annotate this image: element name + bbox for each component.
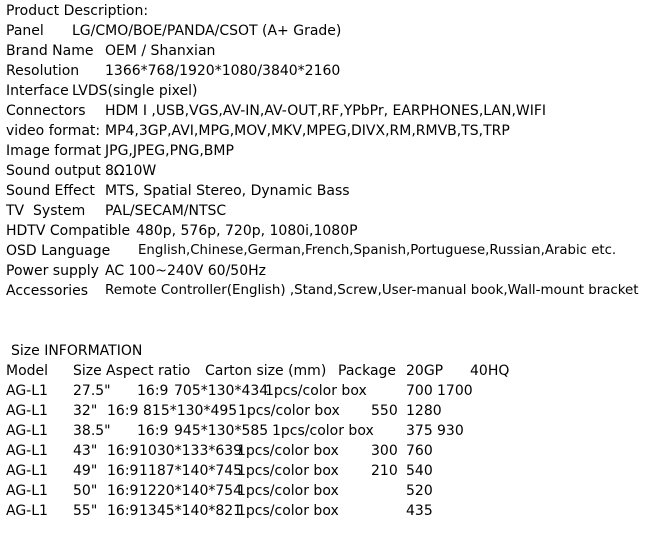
cell-40hq: 540: [406, 463, 433, 479]
spec-label: Connectors: [6, 103, 86, 119]
cell-aspect: 16:9: [137, 383, 169, 399]
header-carton-size: Carton size (mm): [205, 363, 327, 379]
cell-model: AG-L1: [6, 383, 48, 399]
spec-value: PAL/SECAM/NTSC: [105, 203, 227, 219]
spec-row-accessories: [6, 281, 639, 301]
cell-size: 55": [73, 503, 98, 519]
header-40hq: 40HQ: [470, 363, 510, 379]
cell-20gp: 550: [371, 403, 398, 419]
cell-40hq: 930: [437, 423, 464, 439]
spec-label: Interface: [6, 83, 69, 99]
header-size: Size: [73, 363, 102, 379]
cell-model: AG-L1: [6, 403, 48, 419]
spec-row-connectors: [6, 101, 547, 121]
cell-carton: 1187*140*745: [139, 463, 243, 479]
header-package: Package: [338, 363, 397, 379]
cell-40hq: 520: [406, 483, 433, 499]
spec-row-tv-system: [6, 201, 227, 221]
cell-package: 1pcs/color box: [237, 503, 339, 519]
spec-value: AC 100~240V 60/50Hz: [105, 263, 266, 279]
spec-row-resolution: [6, 61, 341, 81]
spec-row-power-supply: [6, 261, 266, 281]
cell-size: 49": [73, 463, 98, 479]
spec-label: OSD Language: [6, 243, 111, 259]
spec-value: 1366*768/1920*1080/3840*2160: [105, 63, 341, 79]
spec-label: video format:: [6, 123, 101, 139]
spec-label: Sound output: [6, 163, 101, 179]
cell-40hq: 1280: [406, 403, 442, 419]
spec-label: Brand Name: [6, 43, 94, 59]
cell-size: 27.5": [73, 383, 111, 399]
spec-row-hdtv-compatible: [6, 221, 358, 241]
cell-model: AG-L1: [6, 483, 48, 499]
cell-size: 38.5": [73, 423, 111, 439]
spec-value: Remote Controller(English) ,Stand,Screw,User-manual book,Wall-mount bracket: [105, 283, 639, 298]
spec-value: 8Ω10W: [105, 163, 157, 179]
spec-row-interface: [6, 81, 198, 101]
cell-aspect: 16:9: [107, 503, 139, 519]
spec-row-osd-language: [6, 241, 617, 261]
cell-package: 1pcs/color box: [272, 423, 374, 439]
cell-40hq: 435: [406, 503, 433, 519]
cell-carton: 1220*140*754: [139, 483, 243, 499]
size-information-heading: Size INFORMATION: [11, 343, 143, 359]
spec-label: Accessories: [6, 283, 89, 299]
cell-carton: 945*130*585: [174, 423, 269, 439]
spec-row-panel: [6, 21, 342, 41]
spec-value: MTS, Spatial Stereo, Dynamic Bass: [105, 183, 350, 199]
cell-model: AG-L1: [6, 423, 48, 439]
cell-package: 1pcs/color box: [237, 483, 339, 499]
spec-value: OEM / Shanxian: [105, 43, 216, 59]
header-aspect-ratio: Aspect ratio: [106, 363, 191, 379]
cell-carton: 1345*140*821: [139, 503, 243, 519]
spec-value: LG/CMO/BOE/PANDA/CSOT (A+ Grade): [72, 23, 342, 39]
cell-20gp: 300: [371, 443, 398, 459]
spec-label: TV System: [6, 203, 86, 219]
cell-size: 32": [73, 403, 98, 419]
cell-40hq: 760: [406, 443, 433, 459]
cell-aspect: 16:9: [107, 443, 139, 459]
spec-row-video-format: [6, 121, 510, 141]
cell-package: 1pcs/color box: [237, 443, 339, 459]
spec-row-image-format: [6, 141, 234, 161]
spec-value: English,Chinese,German,French,Spanish,Portuguese,Russian,Arabic etc.: [138, 243, 617, 258]
spec-label: Power supply: [6, 263, 99, 279]
spec-label: HDTV Compatible: [6, 223, 131, 239]
cell-20gp: 375: [406, 423, 433, 439]
cell-package: 1pcs/color box: [238, 403, 340, 419]
cell-40hq: 1700: [437, 383, 473, 399]
spec-value: MP4,3GP,AVI,MPG,MOV,MKV,MPEG,DIVX,RM,RMVB,TS,TRP: [105, 123, 510, 139]
cell-model: AG-L1: [6, 443, 48, 459]
spec-value: HDM I ,USB,VGS,AV-IN,AV-OUT,RF,YPbPr, EARPHONES,LAN,WIFI: [105, 103, 547, 119]
cell-carton: 1030*133*639: [139, 443, 243, 459]
spec-row-sound-output: [6, 161, 157, 181]
header-model: Model: [6, 363, 49, 379]
spec-value: 480p, 576p, 720p, 1080i,1080P: [136, 223, 358, 239]
header-20gp: 20GP: [406, 363, 444, 379]
cell-20gp: 700: [406, 383, 433, 399]
spec-label: Resolution: [6, 63, 80, 79]
spec-label: Sound Effect: [6, 183, 95, 199]
cell-model: AG-L1: [6, 503, 48, 519]
spec-label: Image format: [6, 143, 102, 159]
spec-value: LVDS(single pixel): [72, 83, 198, 99]
cell-package: 1pcs/color box: [237, 463, 339, 479]
cell-aspect: 16:9: [107, 403, 139, 419]
spec-row-sound-effect: [6, 181, 350, 201]
cell-aspect: 16:9: [137, 423, 169, 439]
spec-value: JPG,JPEG,PNG,BMP: [105, 143, 234, 159]
product-description-heading: Product Description:: [6, 3, 149, 19]
cell-carton: 815*130*495: [143, 403, 238, 419]
spec-row-brand-name: [6, 41, 216, 61]
cell-size: 43": [73, 443, 98, 459]
cell-carton: 705*130*434: [174, 383, 269, 399]
cell-size: 50": [73, 483, 98, 499]
spec-label: Panel: [6, 23, 44, 39]
cell-package: 1pcs/color box: [265, 383, 367, 399]
cell-model: AG-L1: [6, 463, 48, 479]
cell-aspect: 16:9: [107, 483, 139, 499]
cell-aspect: 16:9: [107, 463, 139, 479]
cell-20gp: 210: [371, 463, 398, 479]
